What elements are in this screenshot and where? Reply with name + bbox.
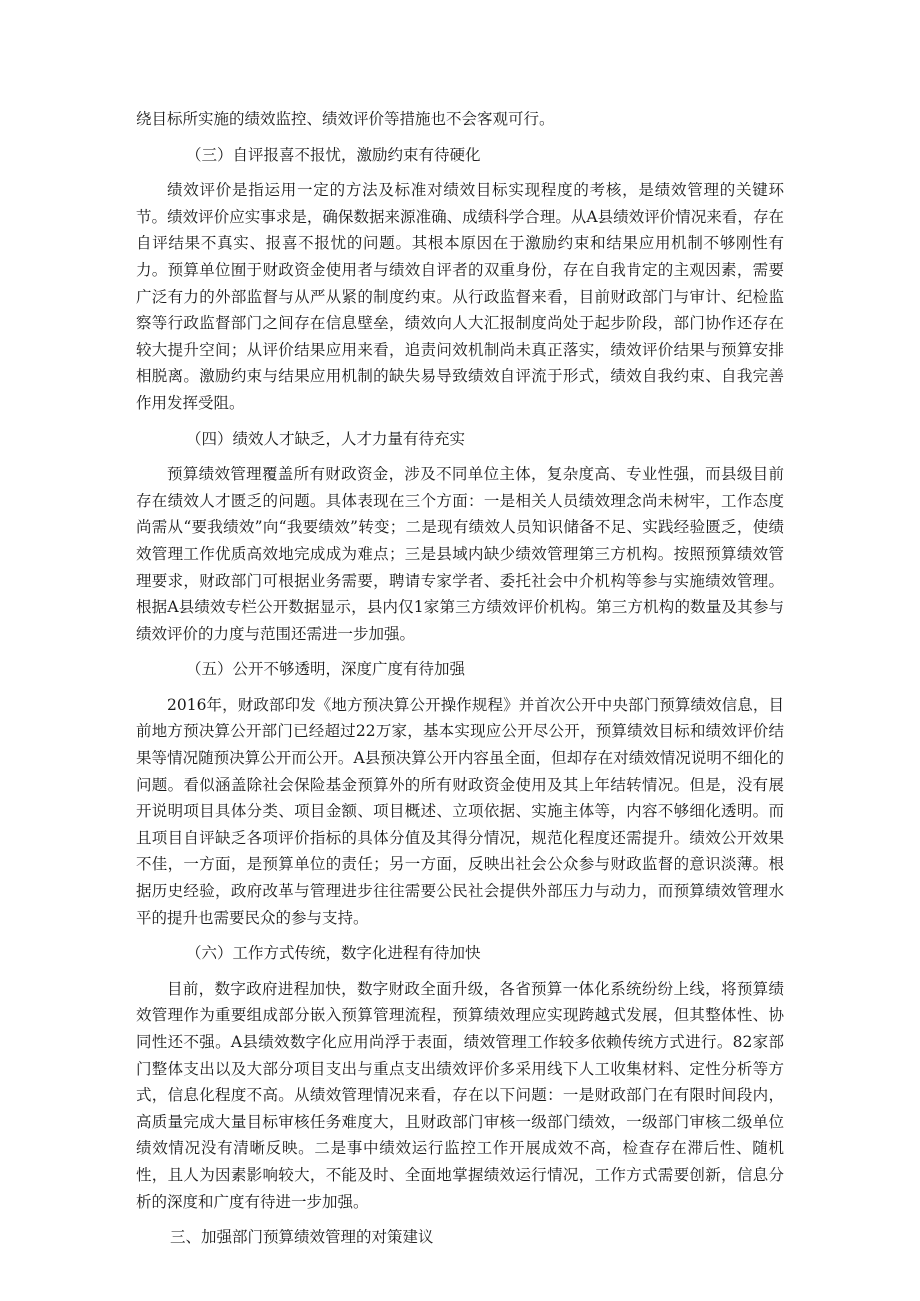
subheading-5: （五）公开不够透明，深度广度有待加强 (186, 660, 466, 679)
paragraph-self-evaluation: 绩效评价是指运用一定的方法及标准对绩效目标实现程度的考核，是绩效管理的关键环节。绩效评价应实事求是，确保数据来源准确、成绩科学合理。从A县绩效评价情况来看，存在自评结果不真实、报喜不报忧的问题。其根本原因在于激励约束和结果应用机制不够刚性有力。预算单位囿于财政资金使用者与绩效自评者的双重身份，存在自我肯定的主观因素，需要广泛有力的外部监督与从严从紧的制度约束。从行政监督来看，目前财政部门与审计、纪检监察等行政监督部门之间存在信息壁垒，绩效向人大汇报制度尚处于起步阶段，部门协作还存在较大提升空间；从评价结果应用来看，追责问效机制尚未真正落实，绩效评价结果与预算安排相脱离。激励约束与结果应用机制的缺失易导致绩效自评流于形式，绩效自我约束、自我完善作用发挥受阻。 (136, 181, 784, 412)
paragraph-digitalization: 目前，数字政府进程加快，数字财政全面升级，各省预算一体化系统纷纷上线，将预算绩效管理作为重要组成部分嵌入预算管理流程，预算绩效理应实现跨越式发展，但其整体性、协同性还不强。A县绩效数字化应用尚浮于表面，绩效管理工作较多依赖传统方式进行。82家部门整体支出以及大部分项目支出与重点支出绩效评价多采用线下人工收集材料、定性分析等方式，信息化程度不高。从绩效管理情况来看，存在以下问题：一是财政部门在有限时间段内，高质量完成大量目标审核任务难度大，且财政部门审核一级部门绩效，一级部门审核二级单位绩效情况没有清晰反映。二是事中绩效运行监控工作开展成效不高，检查存在滞后性、随机性，且人为因素影响较大，不能及时、全面地掌握绩效运行情况，工作方式需要创新，信息分析的深度和广度有待进一步加强。 (136, 979, 784, 1211)
paragraph-talent: 预算绩效管理覆盖所有财政资金，涉及不同单位主体，复杂度高、专业性强，而县级目前存在绩效人才匮乏的问题。具体表现在三个方面：一是相关人员绩效理念尚未树牢，工作态度尚需从“要我绩效”向“我要绩效”转变；二是现有绩效人员知识储备不足、实践经验匮乏，使绩效管理工作优质高效地完成成为难点；三是县域内缺少绩效管理第三方机构。按照预算绩效管理要求，财政部门可根据业务需要，聘请专家学者、委托社会中介机构等参与实施绩效管理。根据A县绩效专栏公开数据显示，县内仅1家第三方绩效评价机构。第三方机构的数量及其参与绩效评价的力度与范围还需进一步加强。 (136, 465, 784, 643)
subheading-4: （四）绩效人才缺乏，人才力量有待充实 (186, 429, 466, 448)
section-heading-3: 三、加强部门预算绩效管理的对策建议 (170, 1228, 434, 1247)
document-body (136, 106, 784, 1260)
paragraph-transparency: 2016年，财政部印发《地方预决算公开操作规程》并首次公开中央部门预算绩效信息，目前地方预决算公开部门已经超过22万家，基本实现应公开尽公开，预算绩效目标和绩效评价结果等情况随预决算公开而公开。A县预决算公开内容虽全面，但却存在对绩效情况说明不细化的问题。看似涵盖除社会保险基金预算外的所有财政资金使用及其上年结转情况。但是，没有展开说明项目具体分类、项目金额、项目概述、立项依据、实施主体等，内容不够细化透明。而且项目自评缺乏各项评价指标的具体分值及其得分情况，规范化程度还需提升。绩效公开效果不佳，一方面，是预算单位的责任；另一方面，反映出社会公众参与财政监督的意识淡薄。根据历史经验，政府改革与管理进步往往需要公民社会提供外部压力与动力，而预算绩效管理水平的提升也需要民众的参与支持。 (136, 695, 784, 927)
paragraph-continuation: 绕目标所实施的绩效监控、绩效评价等措施也不会客观可行。 (136, 110, 555, 128)
subheading-3: （三）自评报喜不报忧，激励约束有待硬化 (186, 145, 481, 164)
subheading-6: （六）工作方式传统，数字化进程有待加快 (186, 944, 481, 963)
